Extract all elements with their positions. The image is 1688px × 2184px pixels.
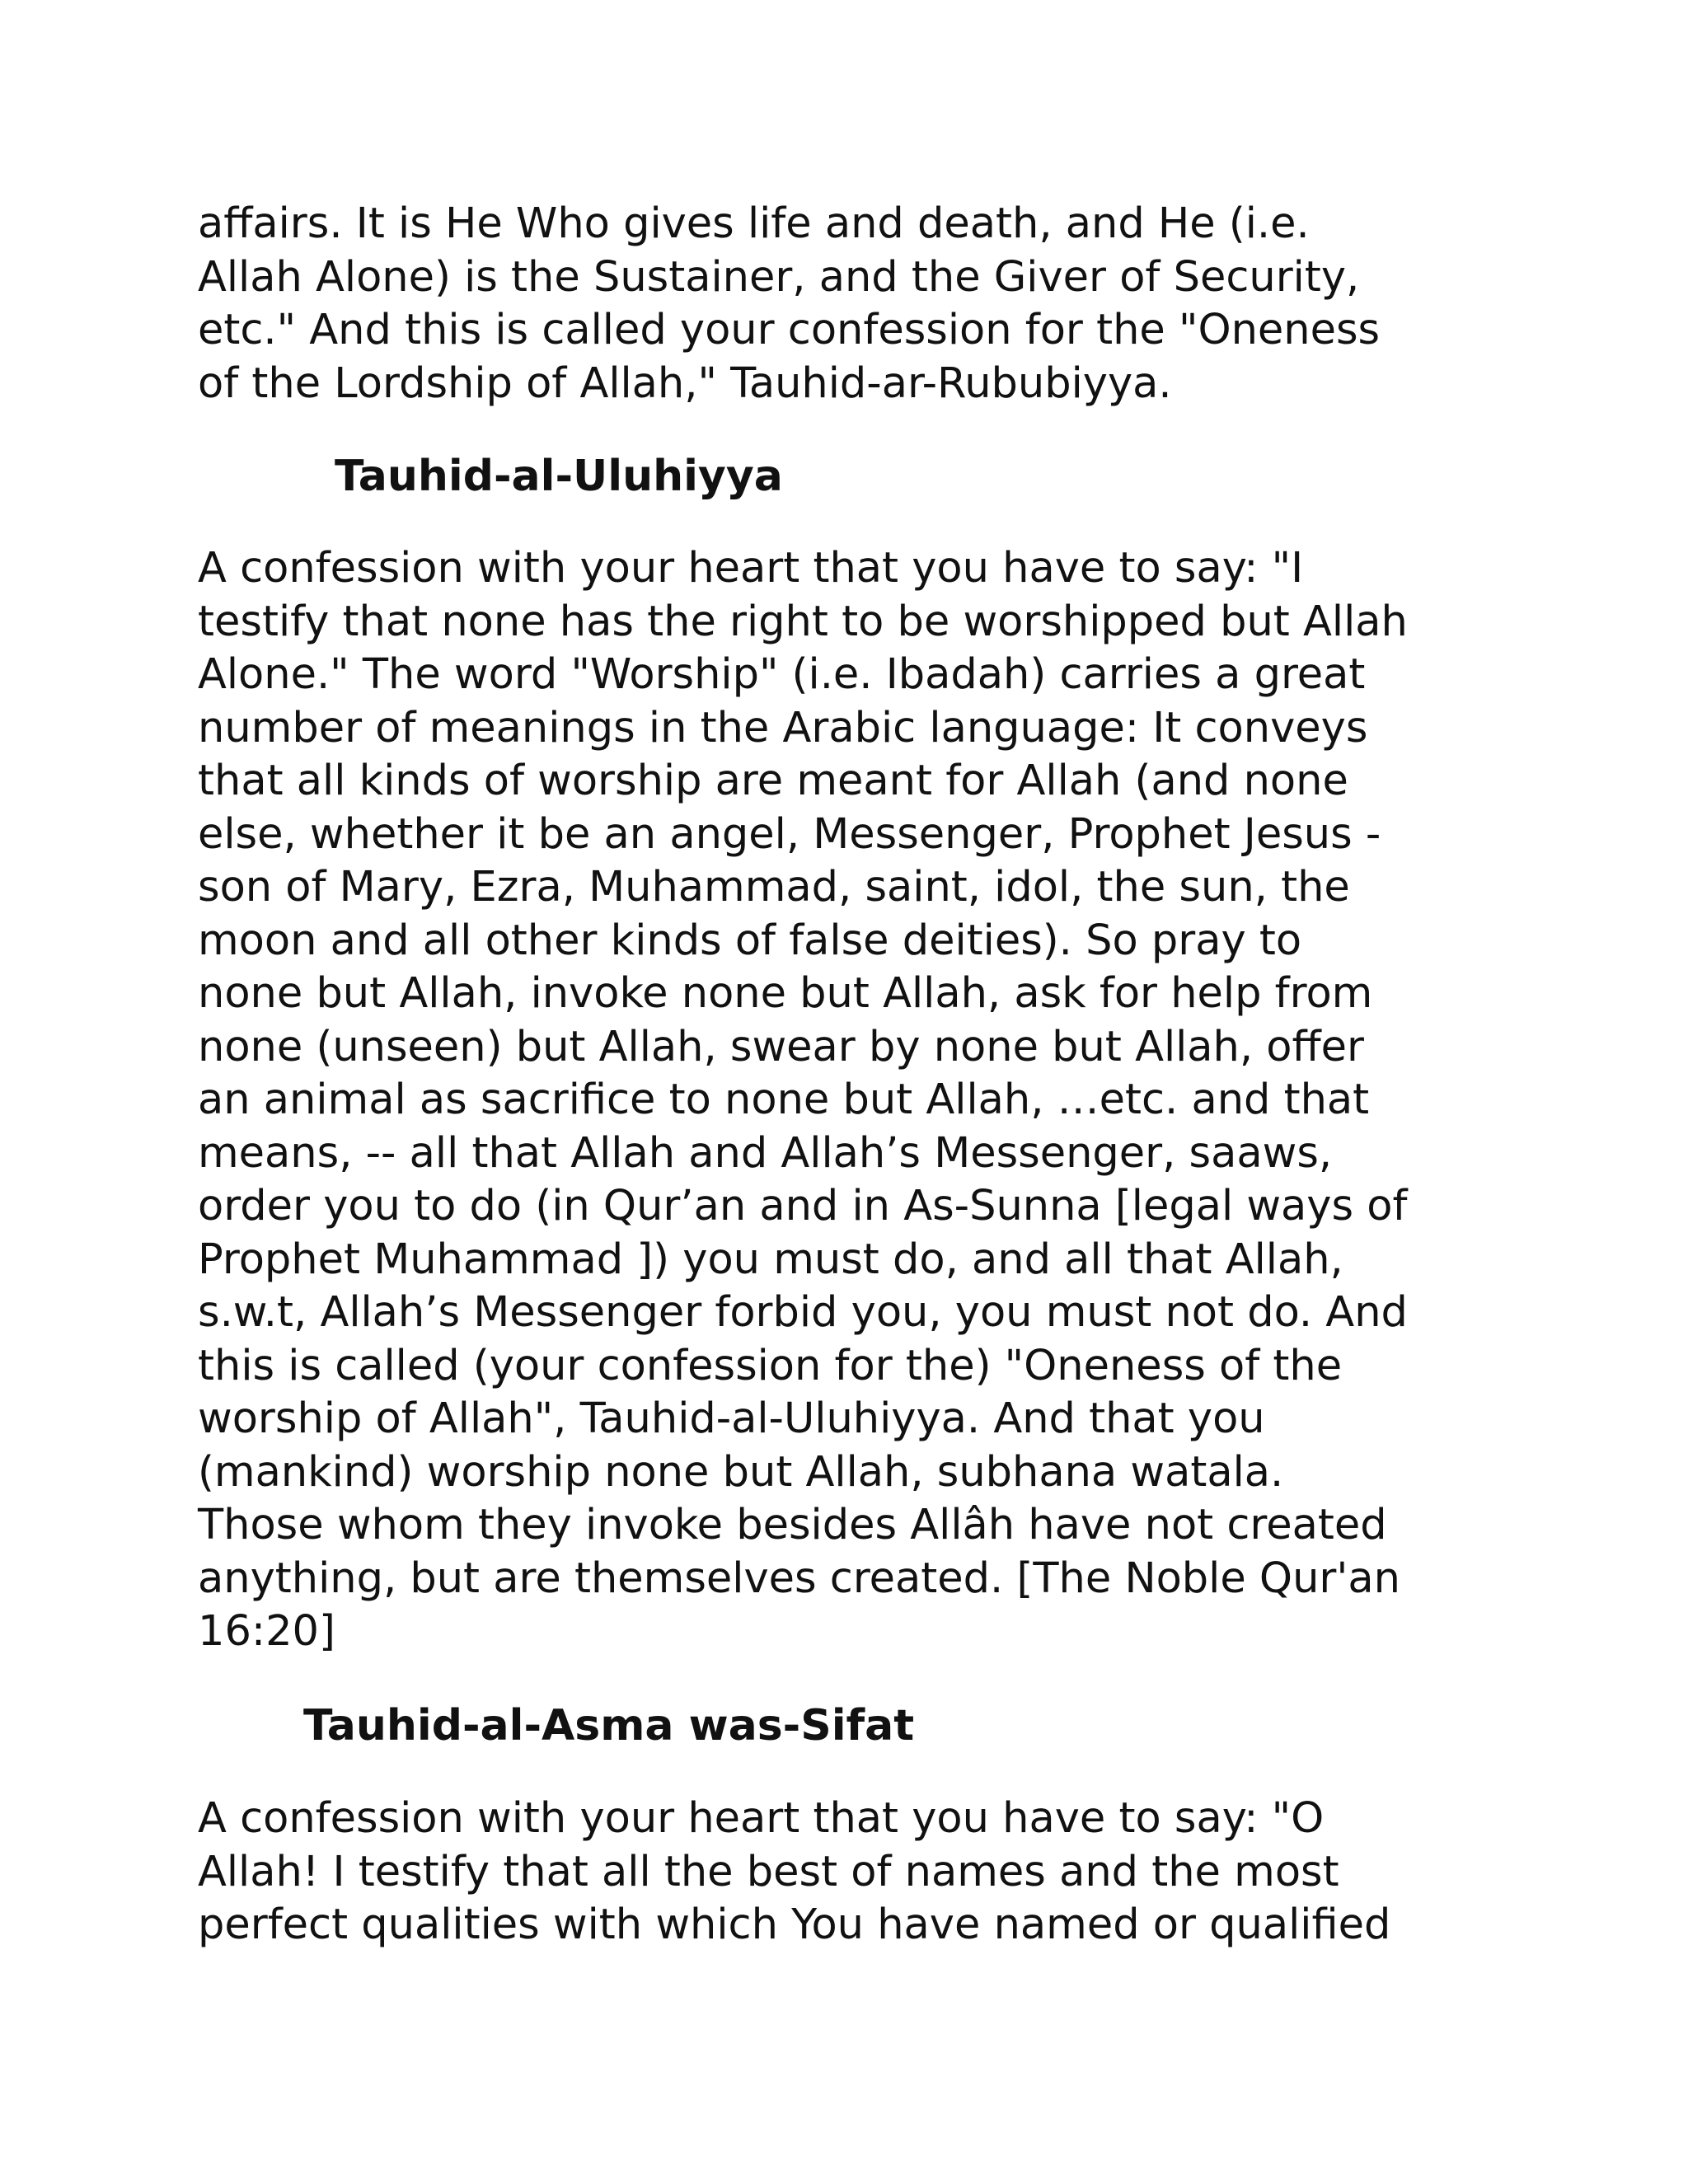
section-heading-asma-sifat: Tauhid-al-Asma was-Sifat [303, 1701, 915, 1750]
uluhiyya-paragraph: A confession with your heart that you have to say: "I testify that none has the right to be worshipped but Allah Alone." The word "Worship" (i.e. Ibadah) carries a great number of meanings in the Arabic language: It conveys that all kinds of worship are meant for Allah (and none else, whether it be an angel, Messenger, Prophet Jesus - son of Mary, Ezra, Muhammad, saint, idol, the sun, the moon and all other kinds of false deities). So pray to none but Allah, invoke none but Allah, ask for help from none (unseen) but Allah, swear by none but Allah, offer an animal as sacrifice to none but Allah, …etc. and that means, -- all that Allah and Allah’s Messenger, saaws, order you to do (in Qur’an and in As-Sunna [legal ways of Prophet Muhammad ]) you must do, and all that Allah, s.w.t, Allah’s Messenger forbid you, you must not do. And this is called (your confession for the) "Oneness of the worship of Allah", Tauhid-al-Uluhiyya. And that you (mankind) worship none but Allah, subhana watala. Those whom they invoke besides Allâh have not created anything, but are themselves created. [The Noble Qur'an 16:20] [198, 544, 1408, 1656]
section-heading-uluhiyya: Tauhid-al-Uluhiyya [335, 452, 783, 501]
asma-sifat-paragraph: A confession with your heart that you have to say: "O Allah! I testify that all the best of names and the most perfect qualities with which You have named or qualified [198, 1794, 1391, 1949]
intro-paragraph: affairs. It is He Who gives life and death, and He (i.e. Allah Alone) is the Sustainer, and the Giver of Security, etc." And this is called your confession for the "Oneness of the Lordship of Allah," Tauhid-ar-Rububiyya. [198, 199, 1381, 408]
